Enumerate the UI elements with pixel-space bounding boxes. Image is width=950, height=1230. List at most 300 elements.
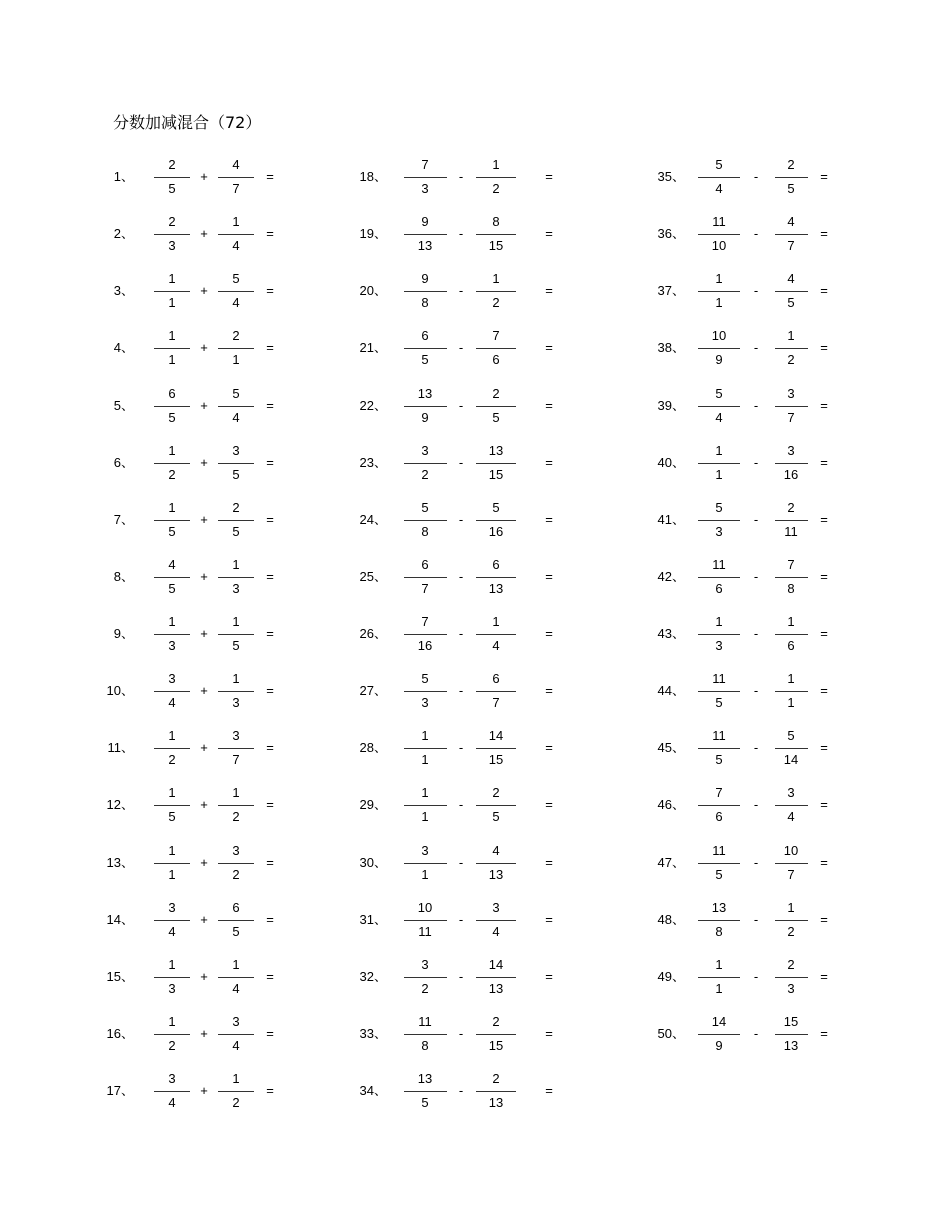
problem-number: 10、	[106, 683, 134, 699]
equals-sign: =	[266, 911, 274, 927]
denominator: 2	[232, 1095, 240, 1110]
numerator: 5	[715, 385, 723, 401]
numerator: 11	[712, 728, 726, 744]
fraction-bar	[698, 863, 740, 864]
denominator: 5	[492, 809, 500, 825]
problem-number: 50、	[657, 1025, 685, 1041]
fraction-bar	[698, 234, 740, 235]
problem-number: 24、	[359, 511, 387, 527]
first-fraction	[698, 1013, 740, 1055]
equals-sign: =	[820, 854, 828, 870]
equals-sign: =	[820, 797, 828, 813]
numerator: 6	[168, 385, 176, 401]
worksheet-title: 分数加减混合（72）	[113, 113, 262, 132]
numerator: 6	[232, 899, 240, 915]
first-fraction	[698, 385, 740, 427]
equals-sign: =	[820, 226, 828, 242]
fraction-bar	[775, 691, 808, 692]
equals-sign: =	[266, 740, 274, 756]
numerator: 1	[232, 671, 240, 687]
fraction-bar	[698, 748, 740, 749]
operator: -	[753, 740, 759, 756]
first-fraction	[698, 156, 740, 198]
numerator: 10	[783, 842, 799, 858]
operator: +	[200, 683, 208, 699]
problem-number: 12、	[106, 797, 134, 813]
equals-sign: =	[820, 454, 828, 470]
numerator: 11	[712, 671, 726, 687]
fraction-bar	[775, 977, 808, 978]
first-fraction	[698, 442, 740, 484]
denominator: 13	[488, 980, 504, 996]
operator: +	[200, 397, 208, 413]
denominator: 4	[715, 181, 723, 196]
denominator: 13	[783, 1037, 799, 1053]
operator: -	[753, 283, 759, 299]
problem-number: 21、	[359, 340, 387, 356]
numerator: 3	[787, 385, 795, 401]
equals-sign: =	[545, 283, 553, 299]
operator: +	[200, 968, 208, 984]
operator: -	[458, 968, 464, 984]
numerator: 5	[715, 499, 723, 515]
fraction-bar	[775, 805, 808, 806]
equals-sign: =	[266, 1025, 274, 1041]
denominator: 16	[488, 523, 504, 539]
numerator: 1	[787, 899, 795, 915]
denominator: 1	[715, 466, 723, 482]
denominator: 1	[715, 295, 723, 311]
denominator: 9	[421, 409, 429, 425]
numerator: 1	[168, 271, 176, 287]
problem-number: 23、	[359, 454, 387, 470]
problem-number: 11、	[107, 740, 134, 756]
denominator: 3	[168, 638, 176, 653]
numerator: 1	[715, 271, 723, 287]
denominator: 5	[421, 352, 429, 368]
numerator: 3	[421, 956, 429, 972]
equals-sign: =	[545, 1025, 553, 1041]
numerator: 1	[168, 1013, 176, 1029]
second-fraction	[775, 327, 808, 369]
problem-number: 6、	[113, 454, 134, 470]
numerator: 2	[492, 1013, 500, 1029]
problem-number: 15、	[106, 968, 134, 984]
fraction-bar	[775, 1034, 808, 1035]
denominator: 5	[168, 409, 176, 425]
numerator: 5	[232, 385, 240, 401]
denominator: 7	[421, 580, 429, 596]
operator: -	[458, 683, 464, 699]
denominator: 13	[488, 1095, 504, 1110]
operator: -	[458, 511, 464, 527]
equals-sign: =	[545, 568, 553, 584]
operator: -	[458, 626, 464, 641]
denominator: 8	[421, 295, 429, 311]
equals-sign: =	[266, 226, 274, 242]
denominator: 7	[232, 752, 240, 768]
denominator: 3	[232, 695, 240, 711]
operator: +	[200, 454, 208, 470]
problem-number: 48、	[657, 911, 685, 927]
first-fraction	[698, 956, 740, 998]
fraction-bar	[775, 577, 808, 578]
equals-sign: =	[266, 568, 274, 584]
denominator: 5	[787, 181, 795, 196]
equals-sign: =	[820, 397, 828, 413]
denominator: 2	[232, 809, 240, 825]
operator: -	[458, 340, 464, 356]
numerator: 6	[421, 328, 429, 344]
numerator: 2	[492, 385, 500, 401]
numerator: 5	[787, 728, 795, 744]
denominator: 4	[492, 923, 500, 939]
equals-sign: =	[266, 968, 274, 984]
denominator: 1	[232, 352, 240, 368]
problem-number: 46、	[657, 797, 685, 813]
equals-sign: =	[820, 626, 828, 641]
equals-sign: =	[820, 340, 828, 356]
numerator: 1	[492, 614, 500, 629]
denominator: 6	[787, 638, 795, 653]
numerator: 5	[492, 499, 500, 515]
numerator: 14	[488, 956, 504, 972]
problem-number: 36、	[657, 226, 685, 242]
denominator: 14	[783, 752, 799, 768]
numerator: 10	[711, 328, 727, 344]
denominator: 16	[783, 466, 799, 482]
numerator: 1	[787, 614, 795, 629]
fraction-bar	[775, 863, 808, 864]
numerator: 2	[492, 1071, 500, 1086]
numerator: 7	[787, 556, 795, 572]
problem-number: 8、	[113, 568, 134, 584]
operator: +	[200, 511, 208, 527]
numerator: 3	[168, 671, 176, 687]
numerator: 1	[168, 614, 176, 629]
problem-number: 43、	[657, 626, 685, 641]
denominator: 3	[715, 523, 723, 539]
numerator: 3	[168, 1071, 176, 1086]
equals-sign: =	[266, 683, 274, 699]
equals-sign: =	[820, 283, 828, 299]
equals-sign: =	[545, 740, 553, 756]
operator: +	[200, 169, 208, 184]
denominator: 4	[232, 295, 240, 311]
numerator: 4	[787, 214, 795, 230]
numerator: 7	[421, 614, 429, 629]
second-fraction	[775, 727, 808, 769]
numerator: 1	[168, 842, 176, 858]
equals-sign: =	[266, 626, 274, 641]
numerator: 13	[711, 899, 727, 915]
problem-number: 18、	[359, 169, 387, 184]
numerator: 3	[168, 899, 176, 915]
operator: +	[200, 626, 208, 641]
operator: -	[753, 340, 759, 356]
equals-sign: =	[545, 169, 553, 184]
operator: +	[200, 226, 208, 242]
operator: -	[753, 797, 759, 813]
equals-sign: =	[266, 283, 274, 299]
operator: +	[200, 1025, 208, 1041]
denominator: 15	[488, 752, 504, 768]
fraction-bar	[698, 348, 740, 349]
numerator: 4	[492, 842, 500, 858]
operator: -	[458, 1025, 464, 1041]
numerator: 1	[715, 614, 723, 629]
problem-number: 32、	[359, 968, 387, 984]
operator: -	[458, 1083, 464, 1098]
numerator: 13	[488, 442, 504, 458]
fraction-bar	[775, 634, 808, 635]
denominator: 3	[421, 181, 429, 196]
equals-sign: =	[266, 511, 274, 527]
numerator: 14	[711, 1013, 727, 1029]
second-fraction	[775, 956, 808, 998]
problem-number: 26、	[359, 626, 387, 641]
equals-sign: =	[820, 911, 828, 927]
operator: -	[458, 169, 464, 184]
first-fraction	[698, 556, 740, 598]
denominator: 5	[715, 752, 723, 768]
equals-sign: =	[545, 1083, 553, 1098]
fraction-bar	[698, 291, 740, 292]
denominator: 15	[488, 466, 504, 482]
first-fraction	[698, 670, 740, 712]
denominator: 7	[232, 181, 240, 196]
problem-number: 20、	[359, 283, 387, 299]
denominator: 5	[168, 580, 176, 596]
denominator: 7	[492, 695, 500, 711]
numerator: 1	[492, 271, 500, 287]
problem-number: 30、	[359, 854, 387, 870]
numerator: 1	[168, 956, 176, 972]
denominator: 5	[232, 466, 240, 482]
equals-sign: =	[820, 568, 828, 584]
problem-number: 35、	[657, 169, 685, 184]
operator: +	[200, 283, 208, 299]
numerator: 3	[421, 842, 429, 858]
equals-sign: =	[820, 169, 828, 184]
numerator: 1	[168, 499, 176, 515]
numerator: 2	[492, 785, 500, 801]
second-fraction	[775, 784, 808, 826]
denominator: 1	[168, 295, 176, 311]
operator: -	[753, 511, 759, 527]
denominator: 5	[232, 523, 240, 539]
equals-sign: =	[545, 397, 553, 413]
operator: -	[458, 454, 464, 470]
numerator: 1	[232, 214, 240, 230]
fraction-bar	[775, 348, 808, 349]
numerator: 6	[492, 671, 500, 687]
operator: -	[753, 911, 759, 927]
denominator: 6	[492, 352, 500, 368]
numerator: 1	[232, 1071, 240, 1086]
denominator: 7	[787, 409, 795, 425]
operator: -	[458, 568, 464, 584]
operator: -	[753, 226, 759, 242]
denominator: 9	[715, 352, 723, 368]
equals-sign: =	[266, 797, 274, 813]
equals-sign: =	[545, 226, 553, 242]
problem-number: 37、	[657, 283, 685, 299]
problem-number: 38、	[657, 340, 685, 356]
problem-number: 22、	[359, 397, 387, 413]
operator: +	[200, 911, 208, 927]
fraction-bar	[775, 463, 808, 464]
denominator: 8	[421, 523, 429, 539]
fraction-bar	[698, 406, 740, 407]
operator: -	[753, 454, 759, 470]
denominator: 1	[168, 866, 176, 882]
denominator: 3	[232, 580, 240, 596]
numerator: 6	[492, 556, 500, 572]
denominator: 3	[421, 695, 429, 711]
denominator: 8	[421, 1037, 429, 1053]
second-fraction	[775, 670, 808, 712]
first-fraction	[698, 327, 740, 369]
denominator: 5	[421, 1095, 429, 1110]
numerator: 11	[712, 842, 726, 858]
numerator: 3	[232, 442, 240, 458]
denominator: 2	[168, 466, 176, 482]
second-fraction	[775, 613, 808, 655]
numerator: 2	[168, 157, 176, 172]
numerator: 11	[712, 214, 726, 230]
problem-number: 19、	[359, 226, 387, 242]
numerator: 13	[417, 385, 433, 401]
denominator: 1	[715, 980, 723, 996]
problem-number: 39、	[657, 397, 685, 413]
first-fraction	[698, 213, 740, 255]
equals-sign: =	[545, 968, 553, 984]
numerator: 3	[787, 442, 795, 458]
operator: +	[200, 340, 208, 356]
second-fraction	[775, 499, 808, 541]
operator: -	[753, 568, 759, 584]
denominator: 13	[417, 238, 433, 254]
numerator: 14	[488, 728, 504, 744]
first-fraction	[698, 899, 740, 941]
denominator: 4	[168, 923, 176, 939]
denominator: 4	[492, 638, 500, 653]
denominator: 1	[421, 809, 429, 825]
first-fraction	[698, 613, 740, 655]
problem-number: 16、	[106, 1025, 134, 1041]
equals-sign: =	[820, 1025, 828, 1041]
denominator: 15	[488, 238, 504, 254]
second-fraction	[775, 842, 808, 884]
equals-sign: =	[820, 683, 828, 699]
numerator: 8	[492, 214, 500, 230]
denominator: 4	[168, 695, 176, 711]
equals-sign: =	[820, 511, 828, 527]
numerator: 3	[787, 785, 795, 801]
operator: -	[458, 283, 464, 299]
denominator: 5	[715, 866, 723, 882]
problem-number: 13、	[106, 854, 134, 870]
numerator: 1	[168, 785, 176, 801]
operator: +	[200, 740, 208, 756]
denominator: 5	[715, 695, 723, 711]
numerator: 7	[421, 157, 429, 172]
numerator: 9	[421, 271, 429, 287]
numerator: 9	[421, 214, 429, 230]
numerator: 5	[421, 499, 429, 515]
problem-number: 4、	[113, 340, 134, 356]
second-fraction	[775, 1013, 808, 1055]
numerator: 10	[417, 899, 433, 915]
numerator: 3	[232, 842, 240, 858]
operator: -	[753, 169, 759, 184]
equals-sign: =	[545, 340, 553, 356]
numerator: 4	[232, 157, 240, 172]
denominator: 7	[787, 238, 795, 254]
denominator: 5	[787, 295, 795, 311]
equals-sign: =	[545, 454, 553, 470]
fraction-bar	[698, 634, 740, 635]
numerator: 5	[421, 671, 429, 687]
denominator: 11	[418, 923, 432, 939]
numerator: 2	[232, 499, 240, 515]
numerator: 1	[421, 785, 429, 801]
problem-number: 1、	[113, 169, 134, 184]
equals-sign: =	[266, 169, 274, 184]
numerator: 7	[715, 785, 723, 801]
problem-number: 29、	[359, 797, 387, 813]
denominator: 13	[488, 866, 504, 882]
numerator: 2	[787, 499, 795, 515]
denominator: 5	[168, 181, 176, 196]
denominator: 4	[168, 1095, 176, 1110]
numerator: 1	[787, 671, 795, 687]
numerator: 1	[715, 956, 723, 972]
denominator: 2	[168, 752, 176, 768]
denominator: 3	[715, 638, 723, 653]
problem-number: 31、	[359, 911, 387, 927]
operator: +	[200, 797, 208, 813]
problem-number: 44、	[657, 683, 685, 699]
denominator: 2	[421, 980, 429, 996]
problem-number: 28、	[359, 740, 387, 756]
denominator: 9	[715, 1037, 723, 1053]
numerator: 11	[418, 1013, 432, 1029]
denominator: 2	[232, 866, 240, 882]
numerator: 1	[232, 556, 240, 572]
problem-number: 17、	[106, 1083, 134, 1098]
numerator: 2	[168, 214, 176, 230]
second-fraction	[775, 442, 808, 484]
equals-sign: =	[545, 511, 553, 527]
equals-sign: =	[266, 340, 274, 356]
denominator: 5	[492, 409, 500, 425]
numerator: 1	[168, 728, 176, 744]
numerator: 1	[492, 157, 500, 172]
equals-sign: =	[266, 397, 274, 413]
second-fraction	[775, 156, 808, 198]
denominator: 5	[232, 923, 240, 939]
denominator: 11	[784, 523, 798, 539]
second-fraction	[775, 556, 808, 598]
denominator: 2	[492, 295, 500, 311]
numerator: 11	[712, 556, 726, 572]
fraction-bar	[698, 1034, 740, 1035]
fraction-bar	[698, 977, 740, 978]
denominator: 8	[715, 923, 723, 939]
problem-number: 34、	[359, 1083, 387, 1098]
